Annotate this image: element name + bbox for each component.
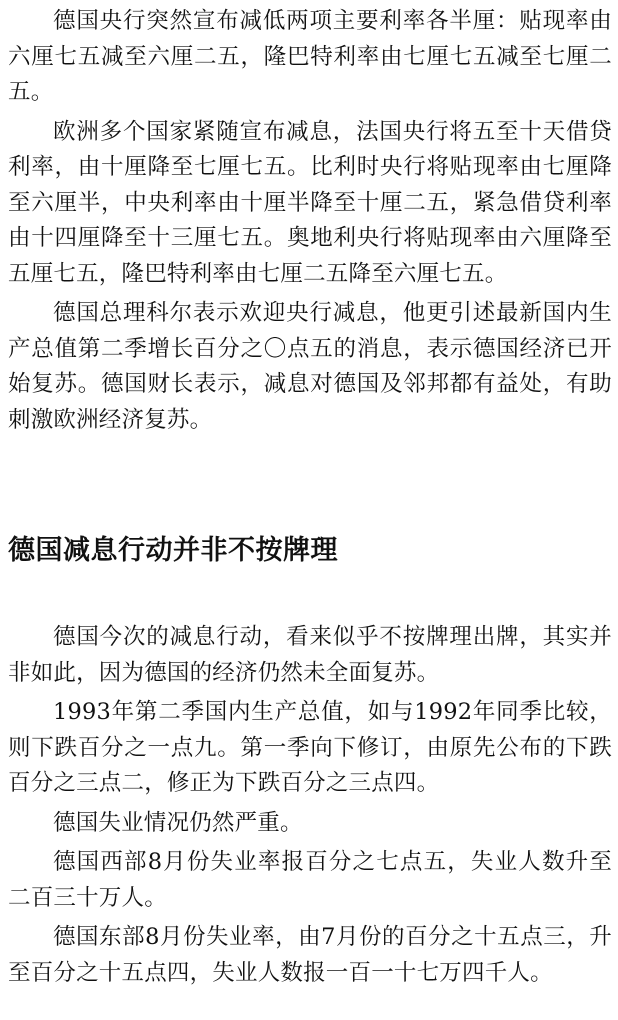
paragraph-west-unemployment: 德国西部8月份失业率报百分之七点五，失业人数升至二百三十万人。 [8,849,612,911]
paragraph-europe-rate-cuts: 欧洲多个国家紧随宣布减息，法国央行将五至十天借贷利率，由十厘降至七厘七五。比利时央行将贴现率由七厘降至六厘半，中央利率由十厘半降至十厘二五，紧急借贷利率由十四厘降至十三厘七五。奥地利央行将贴现率由六厘降至五厘七五，隆巴特利率由七厘二五降至六厘七五。 [8,118,612,287]
paragraph-gdp: 1993年第二季国内生产总值，如与1992年同季比较，则下跌百分之一点九。第一季向下修订，由原先公布的下跌百分之三点二，修正为下跌百分之三点四。 [8,699,612,796]
paragraph-unemployment: 德国失业情况仍然严重。 [53,809,303,836]
paragraph-rate-cut: 德国央行突然宣布减低两项主要利率各半厘：贴现率由六厘七五减至六厘二五，隆巴特利率由七厘七五减至七厘二五。 [8,8,612,105]
analysis-section [0,620,618,995]
section-heading: 德国减息行动并非不按牌理 [8,535,338,566]
paragraph-east-unemployment: 德国东部8月份失业率，由7月份的百分之十五点三，升至百分之十五点四，失业人数报一百一十七万四千人。 [8,924,612,986]
paragraph-not-unexpected: 德国今次的减息行动，看来似乎不按牌理出牌，其实并非如此，因为德国的经济仍然未全面复苏。 [8,624,612,686]
intro-section [0,4,618,442]
paragraph-kohl-response: 德国总理科尔表示欢迎央行减息，他更引述最新国内生产总值第二季增长百分之〇点五的消息，表示德国经济已开始复苏。德国财长表示，减息对德国及邻邦都有益处，有助刺激欧洲经济复苏。 [8,300,612,433]
